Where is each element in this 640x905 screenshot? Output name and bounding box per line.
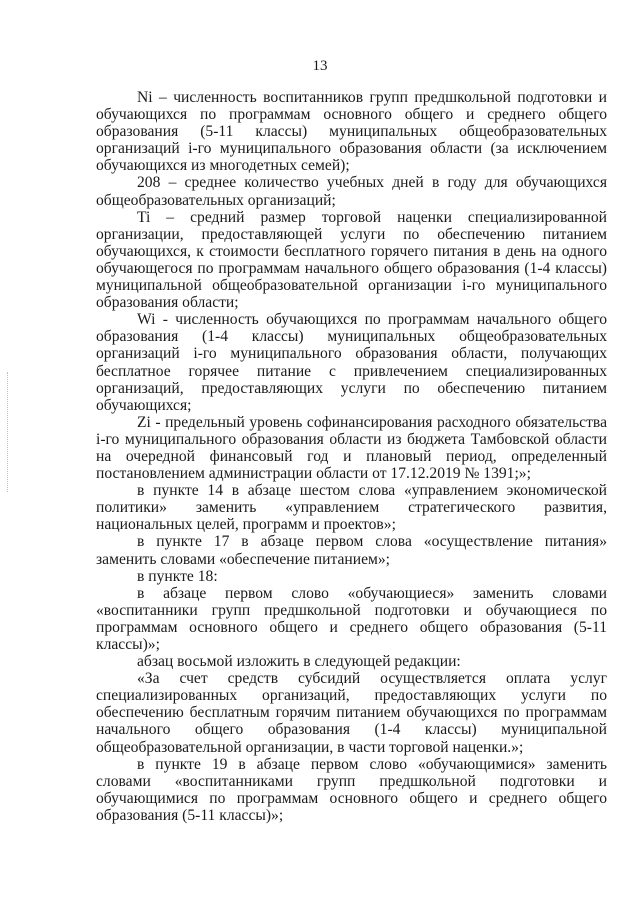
paragraph-point-19: в пункте 19 в абзаце первом слово «обучающимися» заменить словами «воспитанниками групп предшкольной подготовки и обучающимися по программам основного общего и среднего общего образования (5-11 классы)»;: [96, 755, 607, 824]
paragraph-point-18-first: в абзаце первом слово «обучающиеся» заменить словами «воспитанники групп предшкольной подготовки и обучающиеся по программам основного общего и среднего общего образования (5-11 классы)»;: [96, 584, 607, 653]
paragraph-new-wording: «За счет средств субсидий осуществляется оплата услуг специализированных организаций, предоставляющих услуги по обеспечению бесплатным горячим питанием обучающихся по программам начального общего образования (1-4 классы) муниципальной общеобразовательной организации, в части торговой наценки.»;: [96, 670, 607, 756]
document-body: [96, 89, 607, 824]
paragraph-ti-definition: Ti – средний размер торговой наценки специализированной организации, предоставляющей услуги по обеспечению питанием обучающихся, к стоимости бесплатного горячего питания в день на одного обучающегося по программам начального общего образования (1-4 классы) муниципальной общеобразовательной организации i-го муниципального образования области;: [96, 208, 607, 312]
page-number: 13: [312, 58, 328, 74]
paragraph-point-18-heading: в пункте 18:: [137, 567, 218, 585]
paragraph-ni-definition: Ni – численность воспитанников групп предшкольной подготовки и обучающихся по программам основного общего и среднего общего образования (5-11 классы) муниципальных общеобразовательных организаций i-го муниципального образования области (за исключением обучающихся из многодетных семей);: [96, 89, 607, 175]
paragraph-point-18-eighth: абзац восьмой изложить в следующей редакции:: [137, 653, 461, 671]
paragraph-point-17: в пункте 17 в абзаце первом слова «осуществление питания» заменить словами «обеспечение питанием»;: [96, 533, 607, 568]
paragraph-school-days: 208 – среднее количество учебных дней в году для обучающихся общеобразовательных организаций;: [96, 174, 607, 209]
paragraph-point-14: в пункте 14 в абзаце шестом слова «управлением экономической политики» заменить «управлением стратегического развития, национальных целей, программ и проектов»;: [96, 482, 607, 534]
scan-edge-mark: [7, 372, 9, 492]
paragraph-wi-definition: Wi - численность обучающихся по программам начального общего образования (1-4 классы) муниципальных общеобразовательных организаций i-го муниципального образования области, получающих бесплатное горячее питание с привлечением специализированных организаций, предоставляющих услуги по обеспечению питанием обучающихся;: [96, 311, 607, 414]
paragraph-zi-definition: Zi - предельный уровень софинансирования расходного обязательства i-го муниципального образования области из бюджета Тамбовской области на очередной финансовый год и плановый период, определенный постановлением администрации области от 17.12.2019 № 1391;»;: [96, 413, 607, 483]
